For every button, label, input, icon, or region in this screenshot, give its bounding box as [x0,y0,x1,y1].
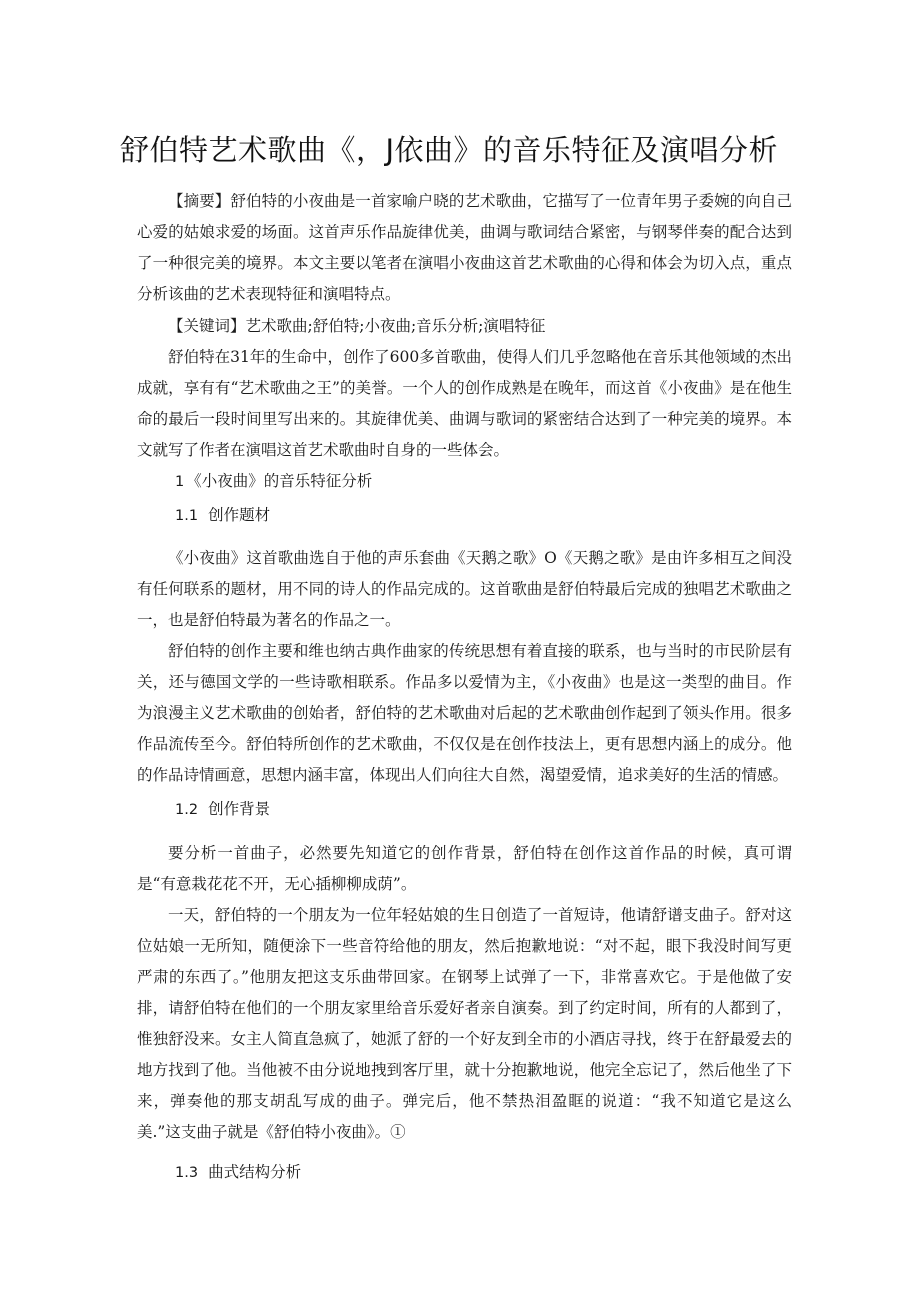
section-number: 1.3 [175,1165,199,1181]
section-1-2-paragraph-1: 要分析一首曲子，必然要先知道它的创作背景，舒伯特在创作这首作品的时候，真可谓是“有意栽花花不开，无心插柳柳成荫”。 [137,844,792,893]
abstract-paragraph: 【摘要】舒伯特的小夜曲是一首家喻户晓的艺术歌曲，它描写了一位青年男子委婉的向自己心爱的姑娘求爱的场面。这首声乐作品旋律优美，曲调与歌词结合紧密，与钢琴伴奏的配合达到了一种很完美的境界。本文主要以笔者在演唱小夜曲这首艺术歌曲的心得和体会为切入点，重点分析该曲的艺术表现特征和演唱特点。 [137,192,792,303]
section-heading-1-3 [175,1157,301,1189]
section-heading-1-2 [175,794,270,826]
section-number: 1.2 [175,802,199,818]
section-title: 曲式结构分析 [208,1163,302,1181]
page-title: 舒伯特艺术歌曲《，J依曲》的音乐特征及演唱分析 [120,133,779,167]
section-heading-1-1 [175,500,270,532]
section-heading-1 [175,466,372,498]
section-1-1-paragraph-2: 舒伯特的创作主要和维也纳古典作曲家的传统思想有着直接的联系，也与当时的市民阶层有关，还与德国文学的一些诗歌相联系。作品多以爱情为主，《小夜曲》也是这一类型的曲目。作为浪漫主义艺术歌曲的创始者，舒伯特的艺术歌曲对后起的艺术歌曲创作起到了领头作用。很多作品流传至今。舒伯特所创作的艺术歌曲，不仅仅是在创作技法上，更有思想内涵上的成分。他的作品诗情画意，思想内涵丰富，体现出人们向往大自然，渴望爱情，追求美好的生活的情感。 [137,642,792,784]
section-title: 创作题材 [208,506,271,524]
section-1-2-paragraph-2: 一天，舒伯特的一个朋友为一位年轻姑娘的生日创造了一首短诗，他请舒谱支曲子。舒对这位姑娘一无所知，随便涂下一些音符给他的朋友，然后抱歉地说：“对不起，眼下我没时间写更严肃的东西了。”他朋友把这支乐曲带回家。在钢琴上试弹了一下，非常喜欢它。于是他做了安排，请舒伯特在他们的一个朋友家里给音乐爱好者亲自演奏。到了约定时间，所有的人都到了，惟独舒没来。女主人简直急疯了，她派了舒的一个好友到全市的小酒店寻找，终于在舒最爱去的地方找到了他。当他被不由分说地拽到客厅里，就十分抱歉地说，他完全忘记了，然后他坐了下来，弹奏他的那支胡乱写成的曲子。弹完后，他不禁热泪盈眶的说道：“我不知道它是这么美.”这支曲子就是《舒伯特小夜曲》。① [137,906,792,1141]
keywords-paragraph: 【关键词】艺术歌曲;舒伯特;小夜曲;音乐分析;演唱特征 [168,317,546,335]
section-title: 创作背景 [208,800,271,818]
section-number: 1 [175,474,185,490]
section-title: 《小夜曲》的音乐特征分析 [186,472,373,490]
section-1-1-paragraph-1: 《小夜曲》这首歌曲选自于他的声乐套曲《天鹅之歌》O《天鹅之歌》是由许多相互之间没有任何联系的题材，用不同的诗人的作品完成的。这首歌曲是舒伯特最后完成的独唱艺术歌曲之一，也是舒伯特最为著名的作品之一。 [137,549,792,629]
intro-paragraph: 舒伯特在31年的生命中，创作了600多首歌曲，使得人们几乎忽略他在音乐其他领域的杰出成就，享有有“艺术歌曲之王”的美誉。一个人的创作成熟是在晚年，而这首《小夜曲》是在他生命的最后一段时间里写出来的。其旋律优美、曲调与歌词的紧密结合达到了一种完美的境界。本文就写了作者在演唱这首艺术歌曲时自身的一些体会。 [137,348,792,459]
section-number: 1.1 [175,508,199,524]
